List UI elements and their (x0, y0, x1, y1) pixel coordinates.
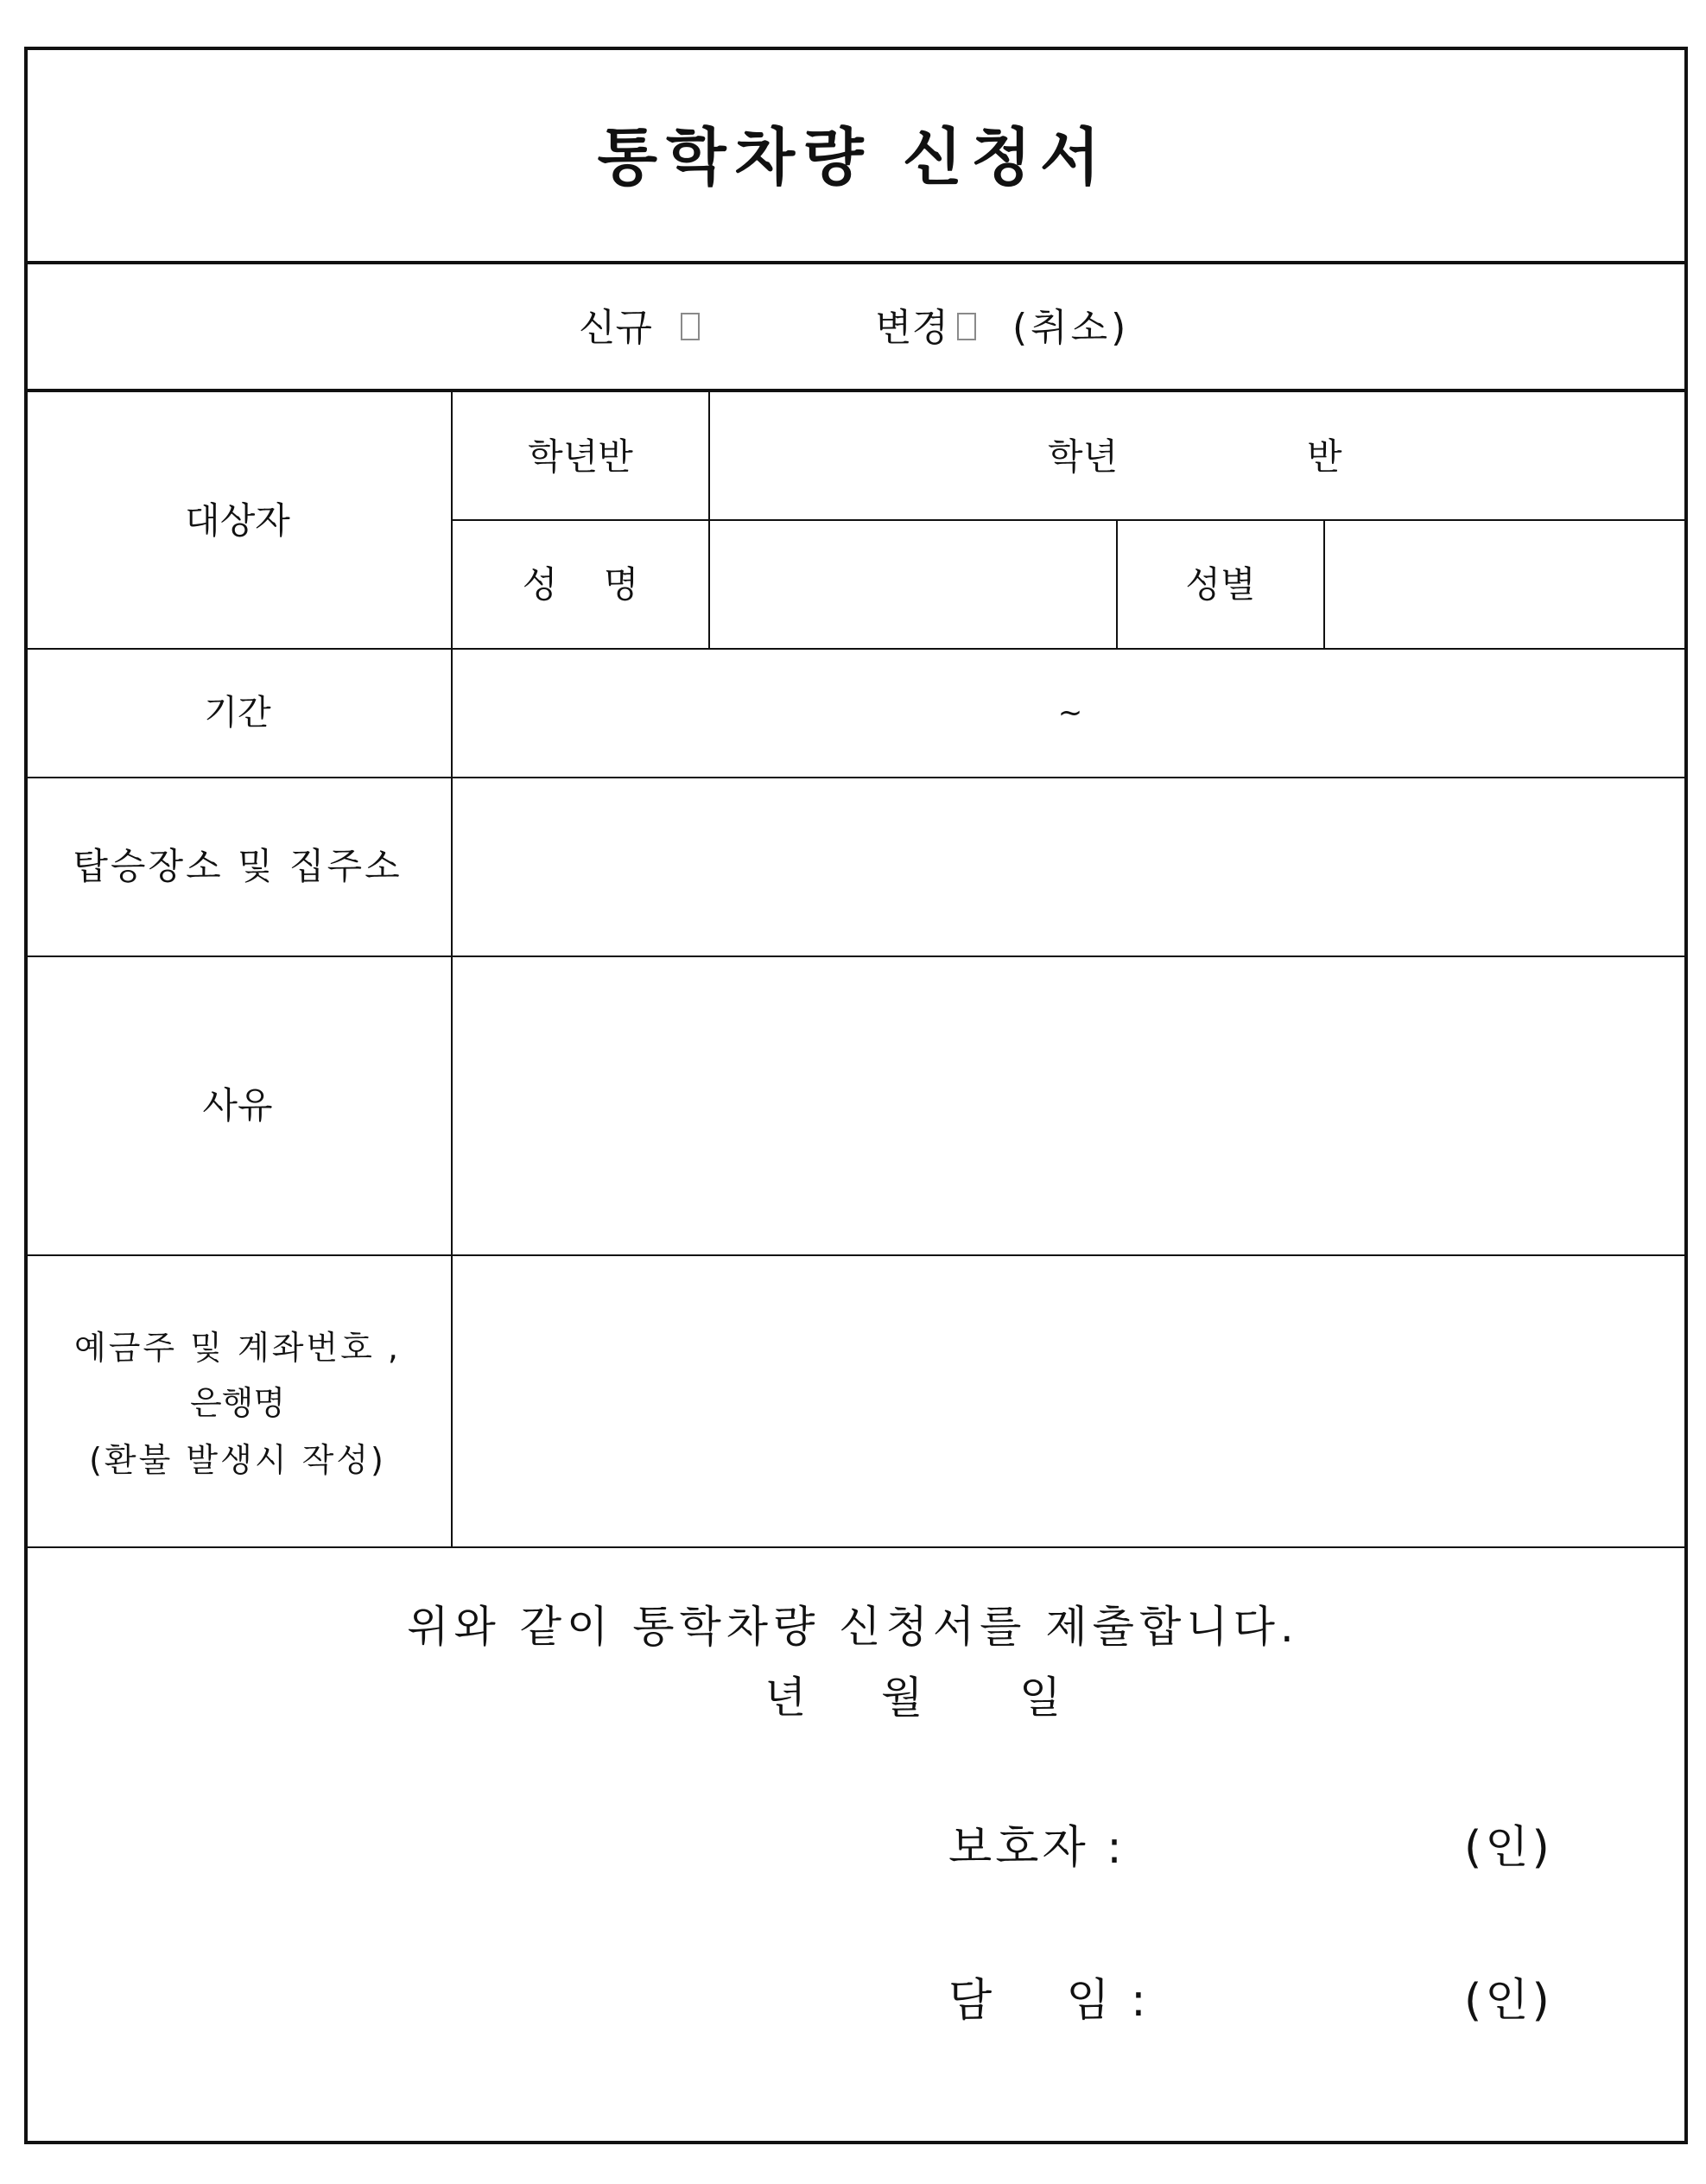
cancel-label: (취소) (1012, 306, 1130, 350)
gender-label: 성별 (1185, 563, 1256, 606)
change-application-checkbox[interactable] (957, 313, 976, 340)
label-column-divider (451, 390, 453, 1547)
teacher-seal[interactable]: (인) (1464, 1975, 1553, 2027)
grade-row-divider (451, 519, 1688, 521)
reason-label: 사유 (202, 1084, 273, 1127)
sublabel-column-divider (708, 390, 710, 649)
reason-divider (24, 1254, 1688, 1256)
refund-divider (24, 1546, 1688, 1548)
grade-class-label: 학년반 (528, 435, 633, 478)
month-label[interactable]: 월 (881, 1673, 923, 1723)
target-label: 대상자 (185, 499, 290, 542)
title-divider (24, 261, 1688, 264)
boarding-divider (24, 956, 1688, 957)
page-title: 통학차량 신청서 (597, 121, 1109, 194)
gender-value-divider (1323, 520, 1325, 649)
year-label[interactable]: 년 (764, 1673, 807, 1723)
period-separator[interactable]: ~ (1057, 695, 1083, 730)
new-application-label: 신규 (579, 306, 653, 350)
gender-field[interactable] (1335, 567, 1680, 619)
boarding-label: 탑승장소 및 집주소 (73, 845, 403, 887)
new-application-checkbox[interactable] (681, 313, 700, 340)
name-label: 성 명 (522, 563, 639, 606)
boarding-field[interactable] (466, 795, 1676, 942)
day-label[interactable]: 일 (1019, 1673, 1062, 1723)
teacher-label: 담 임 : (948, 1975, 1150, 2027)
class-unit-label[interactable]: 반 (1307, 435, 1342, 478)
refund-field[interactable] (466, 1270, 1676, 1529)
type-divider (24, 389, 1688, 392)
grade-unit-label[interactable]: 학년 (1048, 435, 1119, 478)
period-label: 기간 (204, 693, 271, 733)
refund-label-line1: 예금주 및 계좌번호 , (74, 1329, 401, 1367)
change-application-label: 변경 (875, 306, 949, 350)
period-divider (24, 777, 1688, 778)
refund-label-line3: (환불 발생시 작성) (89, 1441, 386, 1479)
declaration-statement: 위와 같이 통학차량 신청서를 제출합니다. (407, 1602, 1299, 1652)
refund-label-line2: 은행명 (189, 1384, 286, 1422)
name-field[interactable] (717, 567, 1106, 619)
target-divider (24, 648, 1688, 650)
guardian-label: 보호자 : (948, 1822, 1126, 1874)
guardian-seal[interactable]: (인) (1464, 1822, 1553, 1874)
reason-field[interactable] (466, 976, 1676, 1235)
